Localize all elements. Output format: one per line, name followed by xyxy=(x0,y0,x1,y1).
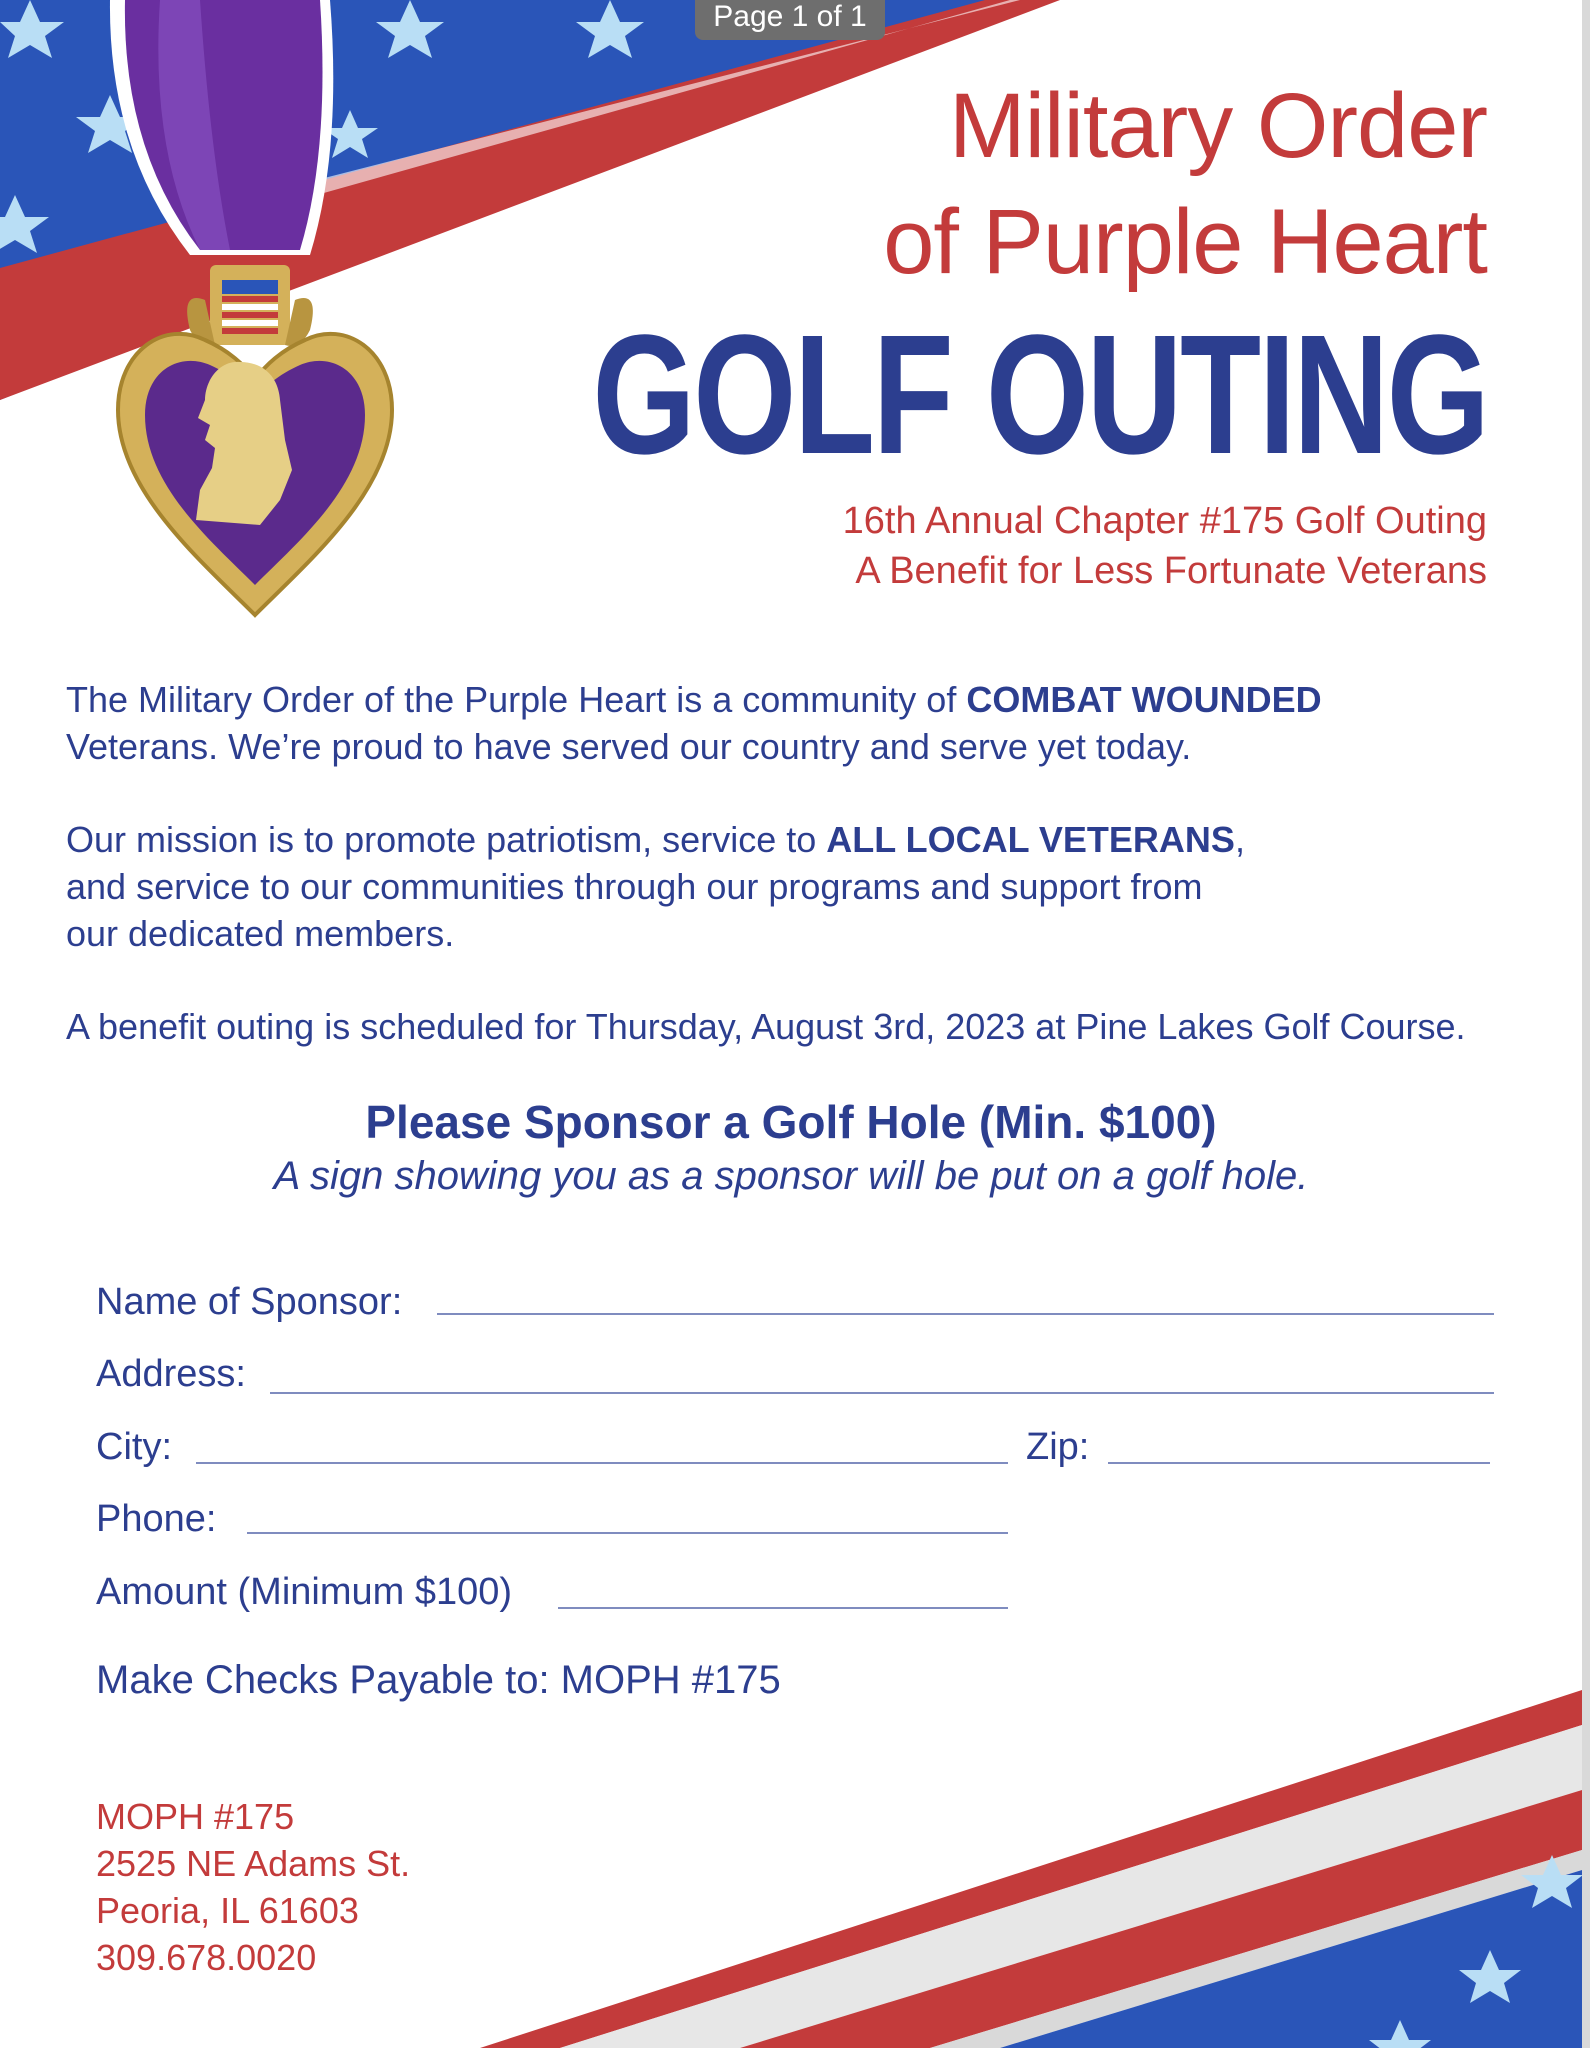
phone-line[interactable] xyxy=(247,1532,1008,1534)
title-line-1: Military Order xyxy=(948,75,1487,177)
amount-label: Amount (Minimum $100) xyxy=(96,1571,513,1613)
city-line[interactable] xyxy=(196,1462,1008,1464)
zip-line[interactable] xyxy=(1108,1462,1490,1464)
zip-label: Zip: xyxy=(1026,1426,1090,1468)
phone-label: Phone: xyxy=(96,1498,217,1540)
title-block xyxy=(883,68,1487,300)
purple-heart-medal xyxy=(118,334,392,615)
address-line[interactable] xyxy=(270,1392,1494,1394)
address-phone: 309.678.0020 xyxy=(96,1937,317,1978)
paragraph-community: The Military Order of the Purple Heart is a community of COMBAT WOUNDED Veterans. We’re proud to have served our country and serve yet today. xyxy=(66,679,1322,767)
subtitle-line-2: A Benefit for Less Fortunate Veterans xyxy=(855,550,1487,592)
name-of-sponsor-label: Name of Sponsor: xyxy=(96,1281,403,1323)
address-org: MOPH #175 xyxy=(96,1796,295,1837)
city-label: City: xyxy=(96,1426,172,1468)
viewer-edge xyxy=(1582,0,1590,2048)
emphasis-all-local-veterans: ALL LOCAL VETERANS xyxy=(826,819,1235,860)
mailing-address xyxy=(96,1793,410,1981)
address-city: Peoria, IL 61603 xyxy=(96,1890,359,1931)
sponsor-heading: Please Sponsor a Golf Hole (Min. $100) xyxy=(365,1096,1217,1148)
title-line-2: of Purple Heart xyxy=(883,191,1487,293)
main-title: GOLF OUTING xyxy=(591,300,1487,490)
address-street: 2525 NE Adams St. xyxy=(96,1843,411,1884)
address-label: Address: xyxy=(96,1353,246,1395)
name-of-sponsor-line[interactable] xyxy=(437,1313,1494,1315)
page-indicator: Page 1 of 1 xyxy=(695,0,885,40)
payable-to-note: Make Checks Payable to: MOPH #175 xyxy=(96,1658,781,1702)
sponsor-subheading: A sign showing you as a sponsor will be put on a golf hole. xyxy=(273,1154,1309,1198)
paragraph-schedule: A benefit outing is scheduled for Thursday, August 3rd, 2023 at Pine Lakes Golf Course. xyxy=(66,1006,1466,1047)
subtitle-line-1: 16th Annual Chapter #175 Golf Outing xyxy=(842,500,1487,542)
subtitle-block xyxy=(843,496,1487,596)
amount-line[interactable] xyxy=(558,1607,1008,1609)
emphasis-combat-wounded: COMBAT WOUNDED xyxy=(966,679,1322,720)
paragraph-mission: Our mission is to promote patriotism, service to ALL LOCAL VETERANS, and service to our communities through our programs and support from our dedicated members. xyxy=(66,819,1245,954)
